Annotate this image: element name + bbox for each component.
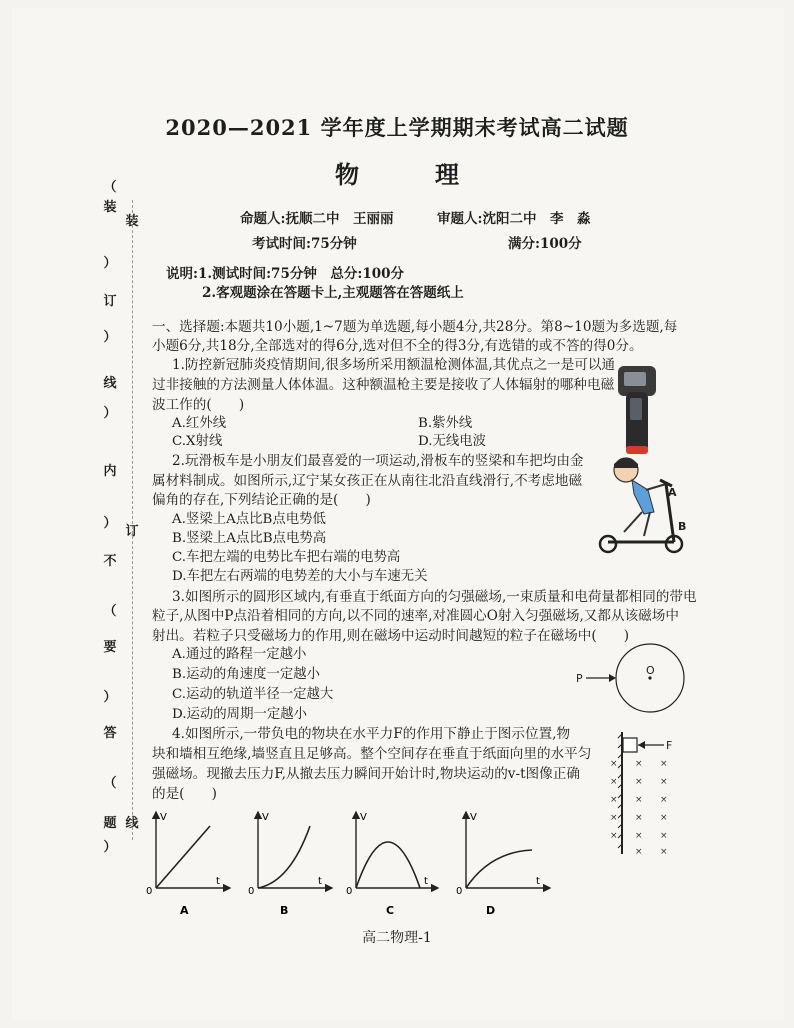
q1-line-3: 波工作的( ) (152, 397, 245, 413)
q4-line-2: 块和墙相互绝缘,墙竖直且足够高。整个空间存在垂直于纸面向里的水平匀 (152, 746, 592, 762)
q2-line-3: 偏角的存在,下列结论正确的是( ) (152, 492, 371, 508)
full-score: 满分:100分 (508, 236, 582, 252)
page-footer: 高二物理-1 (362, 930, 432, 946)
svg-text:×: × (610, 777, 618, 787)
svg-text:×: × (635, 847, 643, 857)
svg-text:×: × (610, 831, 618, 841)
svg-text:×: × (660, 759, 668, 769)
center-o-label: O (646, 664, 655, 677)
axis-v-label: V (160, 812, 167, 823)
margin-char: （ (103, 776, 117, 791)
q1-option-d: D.无线电波 (418, 434, 487, 449)
axis-t-label: t (318, 876, 322, 887)
graph-a-label: A (180, 904, 189, 917)
margin-char: 线 (103, 376, 117, 391)
margin-char: 答 (103, 726, 117, 741)
q3-option-a: A.通过的路程一定越小 (172, 647, 307, 662)
q3-option-c: C.运动的轨道半径一定越大 (172, 687, 334, 702)
binding-dashed-line (132, 200, 133, 840)
q3-option-b: B.运动的角速度一定越小 (172, 667, 321, 682)
margin-char: ） (103, 256, 117, 271)
axis-v-label: V (470, 812, 477, 823)
exam-title: 2020—2021 学年度上学期期末考试高二试题 (165, 115, 629, 140)
svg-text:×: × (610, 795, 618, 805)
margin-char: 要 (103, 640, 117, 655)
margin-char: ） (103, 516, 117, 531)
wall-block-field-diagram (602, 728, 688, 858)
axis-v-label: V (262, 812, 269, 823)
force-f-label: F (666, 739, 673, 752)
margin-char: （ (103, 604, 117, 619)
point-p-label: P (576, 672, 583, 685)
graph-d-label: D (486, 904, 496, 917)
svg-text:×: × (660, 831, 668, 841)
note-2: 2.客观题涂在答题卡上,主观题答在答题纸上 (202, 285, 464, 301)
svg-text:×: × (635, 813, 643, 823)
margin-char: ） (103, 406, 117, 421)
exam-time: 考试时间:75分钟 (252, 236, 357, 252)
circular-field-diagram (574, 640, 686, 720)
thermometer-gun-icon (612, 362, 662, 458)
origin-label: 0 (248, 886, 255, 897)
vt-graph-c (346, 812, 438, 917)
svg-text:×: × (635, 759, 643, 769)
vt-graph-d (456, 812, 550, 917)
q4-line-4: 的是( ) (152, 786, 217, 802)
origin-label: 0 (146, 886, 153, 897)
axis-t-label: t (424, 876, 428, 887)
margin-char: 题 (103, 816, 117, 831)
margin-char: 装 (103, 200, 117, 215)
q3-line-2: 粒子,从图中P点沿着相同的方向,以不同的速率,对准圆心O射入匀强磁场,又都从该磁场中 (152, 608, 679, 624)
q1-option-b: B.紫外线 (418, 416, 473, 431)
q1-option-c: C.X射线 (172, 434, 223, 449)
margin-char: ） (103, 330, 117, 345)
svg-text:×: × (660, 777, 668, 787)
margin-char: 订 (103, 294, 117, 309)
graph-c-label: C (386, 904, 395, 917)
svg-text:×: × (660, 847, 668, 857)
vt-graph-b (248, 812, 332, 917)
vt-graph-options (140, 806, 560, 920)
margin-char: 不 (103, 554, 117, 569)
margin-char: ） (103, 690, 117, 705)
q2-line-1: 2.玩滑板车是小朋友们最喜爱的一项运动,滑板车的竖梁和车把均由金 (172, 453, 584, 469)
reviewer: 审题人:沈阳二中 李 淼 (437, 211, 591, 227)
margin-char: 线 (125, 816, 139, 831)
scooter-girl-figure (594, 450, 686, 554)
svg-text:×: × (660, 795, 668, 805)
note-1: 说明:1.测试时间:75分钟 总分:100分 (166, 266, 405, 282)
q3-line-3: 射出。若粒子只受磁场力的作用,则在磁场中运动时间越短的粒子在磁场中( ) (152, 628, 630, 644)
margin-char: 订 (125, 524, 139, 539)
svg-text:×: × (635, 831, 643, 841)
vt-graph-a (146, 812, 230, 917)
scooter-point-a-label: A (668, 486, 677, 499)
q1-option-a: A.红外线 (172, 416, 227, 431)
axis-t-label: t (216, 876, 220, 887)
origin-label: 0 (456, 886, 463, 897)
margin-char: ） (103, 840, 117, 855)
svg-text:×: × (660, 813, 668, 823)
q3-line-1: 3.如图所示的圆形区域内,有垂直于纸面方向的匀强磁场,一束质量和电荷量都相同的带电 (172, 589, 697, 605)
q1-line-2: 过非接触的方法测量人体体温。这种额温枪主要是接收了人体辐射的哪种电磁 (152, 377, 615, 393)
q2-option-b: B.竖梁上A点比B点电势高 (172, 531, 327, 546)
binding-margin-left (98, 176, 122, 856)
svg-text:×: × (635, 777, 643, 787)
exam-subject: 物 理 (335, 160, 485, 189)
margin-char: 内 (103, 464, 117, 479)
svg-text:×: × (635, 795, 643, 805)
margin-char: 装 (125, 214, 139, 229)
q4-line-3: 强磁场。现撤去压力F,从撤去压力瞬间开始计时,物块运动的v-t图像正确 (152, 766, 580, 782)
section-1-intro-line-2: 小题6分,共18分,全部选对的得6分,选对但不全的得3分,有选错的或不答的得0分。 (152, 338, 643, 354)
axis-v-label: V (360, 812, 367, 823)
q1-line-1: 1.防控新冠肺炎疫情期间,很多场所采用额温枪测体温,其优点之一是可以通 (172, 357, 616, 373)
svg-text:×: × (610, 759, 618, 769)
q2-line-2: 属材料制成。如图所示,辽宁某女孩正在从南往北沿直线滑行,不考虑地磁 (152, 473, 583, 489)
section-1-intro-line-1: 一、选择题:本题共10小题,1~7题为单选题,每小题4分,共28分。第8~10题为多选题,每 (152, 319, 678, 335)
scooter-point-b-label: B (678, 520, 686, 533)
graph-b-label: B (280, 904, 289, 917)
axis-t-label: t (536, 876, 540, 887)
q2-option-d: D.车把左右两端的电势差的大小与车速无关 (172, 569, 428, 584)
q2-option-c: C.车把左端的电势比车把右端的电势高 (172, 550, 401, 565)
q4-line-1: 4.如图所示,一带负电的物块在水平力F的作用下静止于图示位置,物 (172, 726, 571, 742)
origin-label: 0 (346, 886, 353, 897)
setter: 命题人:抚顺二中 王丽丽 (240, 211, 394, 227)
q2-option-a: A.竖梁上A点比B点电势低 (172, 512, 326, 527)
q3-option-d: D.运动的周期一定越小 (172, 707, 308, 722)
svg-text:×: × (610, 813, 618, 823)
margin-char: （ (103, 180, 117, 195)
